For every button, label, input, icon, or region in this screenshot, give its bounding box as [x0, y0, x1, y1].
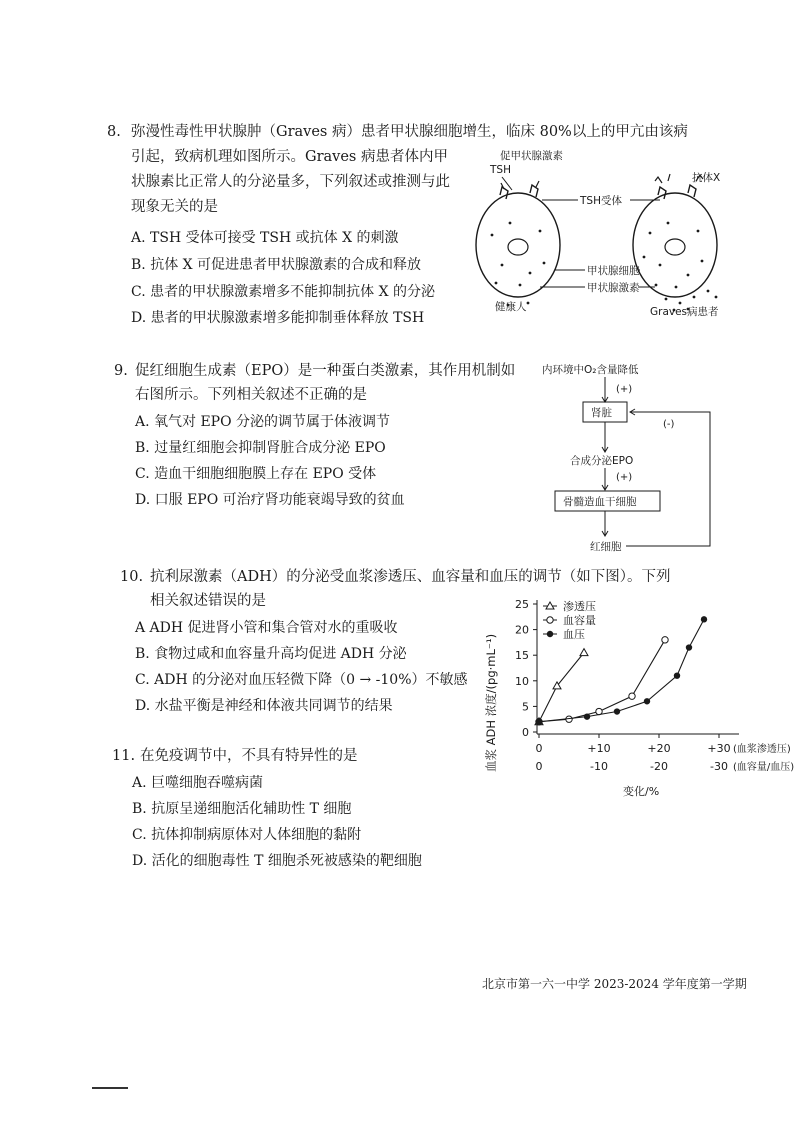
triangle-point [580, 649, 588, 656]
x-row-suffix: (血浆渗透压) [733, 744, 791, 755]
x-tick-label: -20 [650, 760, 668, 773]
kidney-label: 肾脏 [591, 407, 612, 419]
chart-yticks [515, 598, 537, 739]
q10-option-d[interactable]: D. 水盐平衡是神经和体液共同调节的结果 [135, 698, 393, 714]
healthy-cell [476, 193, 560, 297]
x-tick-label: -10 [590, 760, 608, 773]
patient-label: Graves病患者 [650, 306, 719, 318]
epo-secrete-label: 合成分泌EPO [570, 455, 634, 467]
x-tick-label: +10 [587, 742, 611, 755]
epo-minus: (-) [663, 419, 675, 430]
q11-option-c[interactable]: C. 抗体抑制病原体对人体细胞的黏附 [132, 827, 362, 843]
q10-stem-line-2: 相关叙述错误的是 [150, 593, 266, 609]
open-circle-point [662, 637, 668, 643]
tsh-label-2: TSH [490, 164, 511, 176]
q9-stem-line-1: 促红细胞生成素（EPO）是一种蛋白类激素，其作用机制如 [135, 363, 516, 379]
q8-option-c[interactable]: C. 患者的甲状腺激素增多不能抑制抗体 X 的分泌 [131, 284, 435, 300]
q11-option-d[interactable]: D. 活化的细胞毒性 T 细胞杀死被感染的靶细胞 [132, 853, 422, 869]
q8-option-b[interactable]: B. 抗体 X 可促进患者甲状腺激素的合成和释放 [131, 257, 422, 273]
q9-option-a[interactable]: A. 氧气对 EPO 分泌的调节属于体液调节 [135, 414, 391, 430]
y-tick-label: 10 [515, 674, 529, 688]
filled-circle-point [701, 616, 707, 622]
q11-stem-line-1: 在免疫调节中，不具有特异性的是 [140, 748, 358, 764]
marrow-label: 骨髓造血干细胞 [563, 496, 637, 508]
x-tick-label: -30 [710, 760, 728, 773]
x-tick-label: +30 [707, 742, 731, 755]
receptor-label: TSH受体 [580, 195, 622, 207]
filled-circle-point [686, 644, 692, 650]
filled-circle-point [644, 698, 650, 704]
q11-option-b[interactable]: B. 抗原呈递细胞活化辅助性 T 细胞 [132, 801, 352, 817]
y-tick-label: 25 [515, 598, 529, 611]
legend-label: 渗透压 [563, 600, 596, 613]
q8-stem-line-2: 引起，致病机理如图所示。Graves 病患者体内甲 [131, 149, 448, 165]
footer-rule [92, 1087, 128, 1089]
healthy-nucleus [508, 239, 528, 255]
filled-circle-point [614, 708, 620, 714]
feedback-line [626, 412, 710, 546]
healthy-hormone-dots [491, 222, 546, 307]
chart-series [535, 616, 707, 725]
patient-cell [633, 193, 717, 297]
graves-diagram [470, 145, 745, 320]
y-tick-label: 15 [515, 649, 529, 663]
q9-option-c[interactable]: C. 造血干细胞细胞膜上存在 EPO 受体 [135, 466, 377, 482]
tsh-label-1: 促甲状腺激素 [500, 150, 563, 162]
epo-plus-2: (+) [616, 472, 633, 483]
legend-label: 血压 [563, 628, 585, 641]
q8-stem-line-4: 现象无关的是 [131, 199, 218, 215]
epo-flow-diagram [530, 360, 730, 555]
healthy-label: 健康人 [495, 301, 527, 313]
patient-hormone-dots [643, 222, 718, 312]
q8-stem-line-3: 状腺素比正常人的分泌量多，下列叙述或推测与此 [131, 174, 450, 190]
x-tick-label: +20 [647, 742, 671, 755]
q9-stem-line-2: 右图所示。下列相关叙述不正确的是 [135, 387, 367, 403]
patient-nucleus [665, 239, 685, 255]
rbc-label: 红细胞 [590, 541, 622, 553]
q11-number: 11. [112, 748, 136, 764]
y-tick-label: 20 [515, 623, 529, 637]
x-row-suffix: (血容量/血压) [733, 762, 794, 773]
x-tick-label: 0 [535, 742, 543, 755]
q8-option-a[interactable]: A. TSH 受体可接受 TSH 或抗体 X 的刺激 [131, 230, 399, 246]
chart-xlabel: 变化/% [623, 785, 660, 798]
filled-circle-point [536, 719, 542, 725]
q9-number: 9. [114, 363, 128, 379]
chart-ylabel: 血浆 ADH 浓度/(pg·mL⁻¹) [484, 633, 498, 772]
q10-number: 10. [120, 569, 144, 585]
adh-chart [475, 592, 794, 802]
y-tick-label: 0 [522, 726, 529, 739]
q8-number: 8. [107, 124, 121, 140]
x-tick-label: 0 [535, 760, 543, 773]
antibody-label: 抗体X [692, 172, 721, 184]
q10-stem-line-1: 抗利尿激素（ADH）的分泌受血浆渗透压、血容量和血压的调节（如下图）。下列 [150, 569, 671, 585]
q8-option-d[interactable]: D. 患者的甲状腺激素增多能抑制垂体释放 TSH [131, 310, 425, 326]
q9-option-d[interactable]: D. 口服 EPO 可治疗肾功能衰竭导致的贫血 [135, 492, 405, 508]
chart-legend [543, 599, 596, 641]
series-line-triangle [539, 653, 584, 722]
legend-label: 血容量 [563, 614, 596, 627]
q10-option-c[interactable]: C. ADH 的分泌对血压轻微下降（0 → -10%）不敏感 [135, 672, 468, 688]
open-circle-point [547, 617, 553, 623]
chart-xticks [536, 734, 794, 773]
filled-circle-point [547, 631, 553, 637]
epo-top-label: 内环境中O₂含量降低 [542, 364, 639, 376]
q9-option-b[interactable]: B. 过量红细胞会抑制肾脏合成分泌 EPO [135, 440, 386, 456]
filled-circle-point [584, 713, 590, 719]
q10-option-b[interactable]: B. 食物过咸和血容量升高均促进 ADH 分泌 [135, 646, 407, 662]
y-tick-label: 5 [522, 700, 529, 714]
q8-stem-line-1: 弥漫性毒性甲状腺肿（Graves 病）患者甲状腺细胞增生，临床 80%以上的甲亢由该病 [131, 124, 688, 140]
cell-label: 甲状腺细胞 [587, 265, 640, 277]
filled-circle-point [674, 672, 680, 678]
q10-option-a[interactable]: A ADH 促进肾小管和集合管对水的重吸收 [135, 620, 398, 636]
page-footer: 北京市第一六一中学 2023-2024 学年度第一学期 [482, 977, 747, 991]
hormone-label: 甲状腺激素 [587, 282, 640, 294]
epo-plus-1: (+) [616, 384, 633, 395]
q11-option-a[interactable]: A. 巨噬细胞吞噬病菌 [132, 775, 264, 791]
healthy-receptors [500, 185, 538, 199]
open-circle-point [629, 693, 635, 699]
